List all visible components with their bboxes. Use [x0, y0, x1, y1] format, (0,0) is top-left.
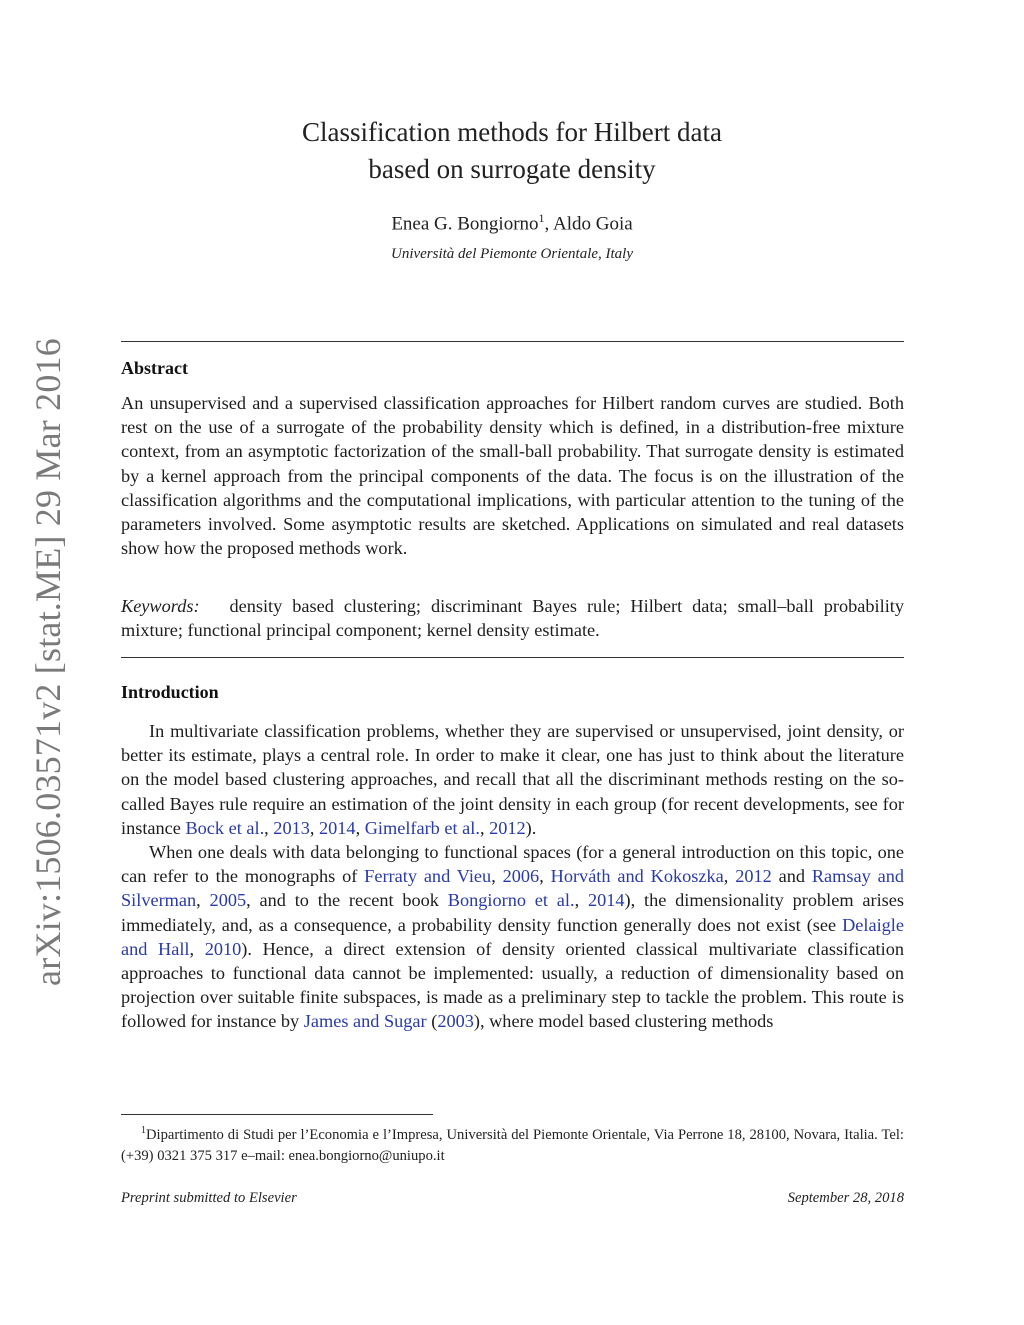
citation-link[interactable]: Ramsay and Silverman — [121, 866, 905, 911]
footnote-rule — [121, 1114, 433, 1115]
citation-link[interactable]: Bock et al. — [185, 817, 265, 838]
footnote-mark[interactable]: 1 — [538, 211, 545, 225]
author-list — [122, 211, 902, 235]
citation-link[interactable]: Horváth and Kokoszka — [550, 866, 724, 887]
keywords-block — [121, 594, 904, 642]
introduction-body — [121, 719, 904, 1034]
author-second: Aldo Goia — [553, 213, 633, 235]
keywords-label: Keywords: — [121, 596, 200, 616]
title-line-2: based on surrogate density — [368, 154, 656, 184]
citation-link[interactable]: 2013 — [273, 817, 310, 838]
footer-journal: Preprint submitted to Elsevier — [121, 1190, 297, 1206]
footnote — [121, 1120, 904, 1167]
footer-date: September 28, 2018 — [787, 1190, 904, 1206]
citation-link[interactable]: 2014 — [587, 890, 625, 911]
affiliation: Università del Piemonte Orientale, Italy — [390, 246, 634, 262]
abstract-bottom-rule — [121, 657, 904, 658]
citation-link[interactable]: 2014 — [319, 817, 356, 838]
arxiv-identifier: arXiv:1506.03571v2 [stat.ME] 29 Mar 2016 — [28, 338, 68, 986]
citation-link[interactable]: 2010 — [204, 938, 242, 959]
citation-link[interactable]: Delaigle and Hall — [121, 914, 904, 959]
citation-link[interactable]: 2005 — [209, 890, 247, 911]
footnote-text: Dipartimento di Studi per l’Economia e l’Impresa, Università del Piemonte Orientale, Via Perrone 18, 28100, Novara, Italia. Tel: (+39) 0321 375 317 e–mail: enea.bongiorno@uniupo.it — [121, 1126, 904, 1164]
citation-link[interactable]: 2006 — [502, 866, 540, 887]
citation-link[interactable]: Ferraty and Vieu — [364, 866, 492, 887]
abstract-heading: Abstract — [121, 358, 188, 378]
citation-link[interactable]: 2012 — [735, 866, 772, 887]
citation-link[interactable]: Bongiorno et al. — [447, 890, 575, 911]
keywords-text: density based clustering; discriminant Bayes rule; Hilbert data; small–ball probability mixture; functional principal component; kernel density estimate. — [121, 596, 904, 641]
author-separator: , — [544, 213, 553, 235]
intro-paragraph-2: When one deals with data belonging to functional spaces (for a general introduction on this topic, one can refer to the monographs of Ferraty and Vieu, 2006, Horváth and Kokoszka, 2012 and Ramsay and Silverman, 2005, and to the recent book Bongiorno et al., 2014), the dimensionality problem arises immediately, and, as a consequence, a probability density function generally does not exist (see Delaigle and Hall, 2010). Hence, a direct extension of density oriented classical multivariate classification approaches to functional data cannot be implemented: usually, a reduction of dimensionality based on projection over suitable finite subspaces, is made as a preliminary step to tackle the problem. This route is followed for instance by James and Sugar (2003), where model based clustering methods — [121, 842, 905, 1032]
footnote-number: 1 — [141, 1125, 146, 1136]
citation-link[interactable]: James and Sugar — [303, 1011, 427, 1032]
intro-paragraph-1: In multivariate classification problems, whether they are supervised or unsupervised, joint density, or better its estimate, plays a central role. In order to make it clear, one has just to think about the literature on the model based clustering approaches, and recall that all the discriminant methods resting on the so-called Bayes rule require an estimation of the joint density in each group (for recent developments, see for instance Bock et al., 2013, 2014, Gimelfarb et al., 2012). — [121, 721, 904, 838]
introduction-heading: Introduction — [121, 682, 219, 702]
citation-link[interactable]: Gimelfarb et al. — [364, 817, 480, 838]
abstract-text: An unsupervised and a supervised classification approaches for Hilbert random curves are studied. Both rest on the use of a surrogate of the probability density which is defined, in a distribution-free mixture context, from an asymptotic factorization of the small-ball probability. That surrogate density is estimated by a kernel approach from the principal components of the data. The focus is on the illustration of the classification algorithms and the computational implications, with particular attention to the tuning of the parameters involved. Some asymptotic results are sketched. Applications on simulated and real datasets show how the proposed methods work. — [121, 393, 904, 559]
abstract-top-rule — [121, 341, 904, 342]
paper-title — [122, 114, 902, 188]
abstract-body — [121, 391, 904, 560]
author-first: Enea G. Bongiorno — [391, 213, 539, 235]
citation-link[interactable]: 2012 — [489, 817, 526, 838]
title-line-1: Classification methods for Hilbert data — [302, 117, 722, 147]
citation-link[interactable]: 2003 — [437, 1011, 474, 1032]
